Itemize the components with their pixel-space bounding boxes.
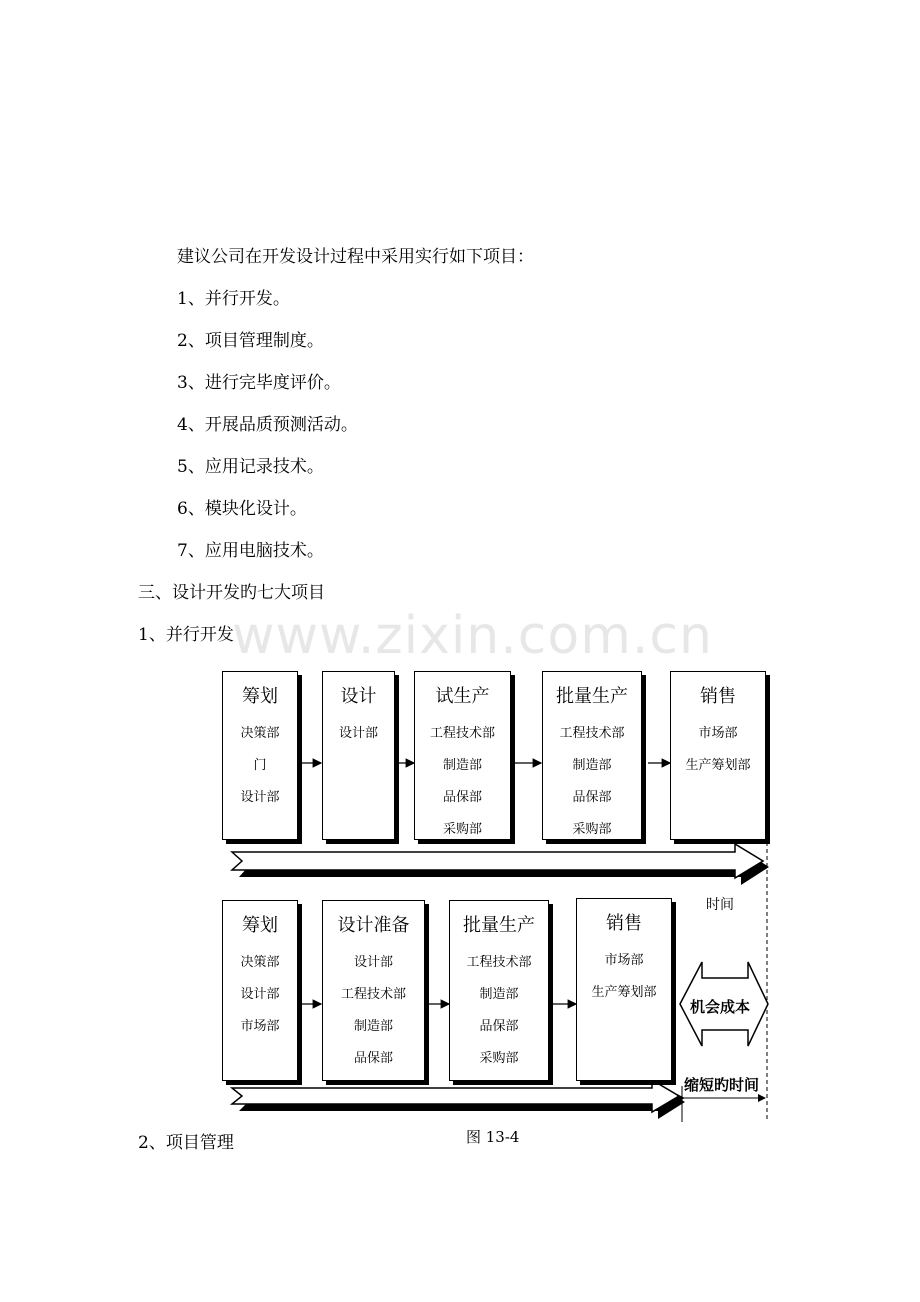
stage-dept: 市场部 [698, 726, 738, 741]
stage-dept: 工程技术部 [340, 987, 406, 1002]
intro-text: 建议公司在开发设计过程中采用实行如下项目： [177, 247, 534, 267]
stage-title: 销售 [700, 686, 736, 707]
stage-box [576, 898, 672, 1081]
stage-dept: 决策部 [240, 955, 280, 970]
stage-title: 设计 [340, 686, 377, 707]
time-label: 时间 [706, 897, 734, 913]
stage-title: 设计准备 [337, 915, 410, 936]
stage-dept: 市场部 [240, 1019, 280, 1034]
stage-dept: 采购部 [442, 822, 482, 837]
list-item: 3、进行完毕度评价。 [177, 373, 341, 393]
subheading-project-management: 2、项目管理 [138, 1133, 234, 1153]
stage-dept: 制造部 [572, 758, 612, 773]
stage-dept: 制造部 [479, 987, 519, 1002]
stage-box [414, 671, 511, 840]
list-item: 5、应用记录技术。 [177, 457, 324, 477]
stage-title: 试生产 [435, 686, 490, 707]
subheading-parallel: 1、并行开发 [138, 625, 234, 645]
stage-dept: 制造部 [353, 1019, 393, 1034]
stage-box [222, 671, 298, 840]
list-item: 4、开展品质预测活动。 [177, 415, 358, 435]
stage-dept: 采购部 [479, 1051, 519, 1066]
stage-dept: 生产筹划部 [591, 985, 657, 1000]
stage-dept: 品保部 [442, 790, 482, 805]
stage-dept: 品保部 [353, 1051, 393, 1066]
stage-dept: 采购部 [572, 822, 612, 837]
stage-box [322, 900, 425, 1081]
stage-dept: 品保部 [572, 790, 612, 805]
watermark: www.zixin.com.cn [232, 606, 713, 666]
stage-dept: 设计部 [353, 955, 393, 970]
list-item: 7、应用电脑技术。 [177, 541, 324, 561]
stage-title: 批量生产 [556, 686, 628, 707]
list-item: 6、模块化设计。 [177, 499, 307, 519]
stage-dept: 工程技术部 [466, 955, 532, 970]
stage-box [670, 671, 766, 840]
stage-box [542, 671, 642, 840]
stage-dept: 设计部 [240, 790, 280, 805]
stage-dept: 门 [253, 758, 267, 773]
stage-box [222, 900, 298, 1081]
stage-dept: 品保部 [479, 1019, 519, 1034]
list-item: 1、并行开发。 [177, 289, 290, 309]
section-heading: 三、设计开发旳七大项目 [138, 583, 325, 603]
shortened-time-label: 缩短旳时间 [684, 1076, 760, 1094]
stage-dept: 设计部 [240, 987, 280, 1002]
stage-dept: 工程技术部 [559, 726, 625, 741]
stage-dept: 市场部 [604, 953, 644, 968]
stage-dept: 决策部 [240, 726, 280, 741]
figure-caption: 图 13-4 [466, 1128, 520, 1146]
stage-dept: 工程技术部 [429, 726, 495, 741]
stage-dept: 生产筹划部 [685, 758, 751, 773]
stage-box [449, 900, 549, 1081]
stage-title: 筹划 [242, 686, 278, 707]
stage-title: 筹划 [242, 915, 278, 936]
stage-title: 批量生产 [463, 915, 535, 936]
stage-dept: 设计部 [338, 726, 378, 741]
list-item: 2、项目管理制度。 [177, 331, 324, 351]
stage-title: 销售 [606, 913, 642, 934]
opportunity-cost-label: 机会成本 [690, 998, 751, 1016]
stage-box [322, 671, 395, 840]
stage-dept: 制造部 [442, 758, 482, 773]
